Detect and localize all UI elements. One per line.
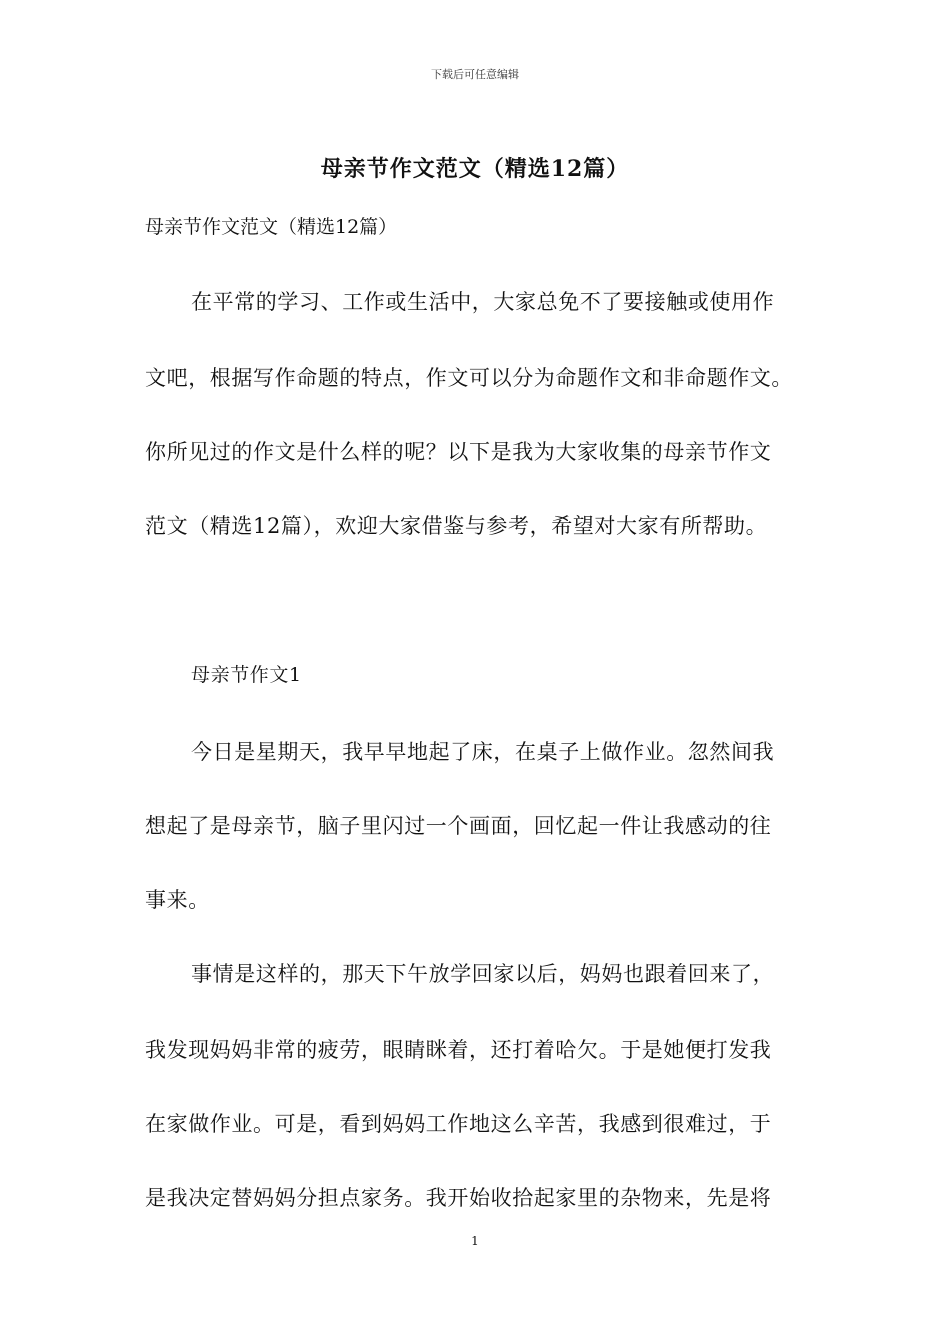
document-subtitle: 母亲节作文范文（精选12篇） (145, 216, 398, 238)
intro-line: 文吧，根据写作命题的特点，作文可以分为命题作文和非命题作文。 (145, 366, 793, 390)
intro-line: 范文（精选12篇），欢迎大家借鉴与参考，希望对大家有所帮助。 (145, 514, 768, 538)
paragraph-line: 我发现妈妈非常的疲劳，眼睛眯着，还打着哈欠。于是她便打发我 (145, 1038, 772, 1062)
paragraph-line: 今日是星期天，我早早地起了床，在桌子上做作业。忽然间我 (191, 740, 775, 764)
section-heading: 母亲节作文1 (191, 664, 302, 686)
paragraph-line: 在家做作业。可是，看到妈妈工作地这么辛苦，我感到很难过，于 (145, 1112, 772, 1136)
document-title: 母亲节作文范文（精选12篇） (320, 156, 630, 182)
header-note: 下载后可任意编辑 (431, 68, 519, 81)
paragraph-line: 事来。 (145, 888, 210, 912)
paragraph-line: 是我决定替妈妈分担点家务。我开始收拾起家里的杂物来，先是将 (145, 1186, 772, 1210)
intro-line: 在平常的学习、工作或生活中，大家总免不了要接触或使用作 (191, 290, 775, 314)
paragraph-line: 想起了是母亲节，脑子里闪过一个画面，回忆起一件让我感动的往 (145, 814, 772, 838)
paragraph-line: 事情是这样的，那天下午放学回家以后，妈妈也跟着回来了， (191, 962, 775, 986)
page-number: 1 (471, 1234, 479, 1248)
intro-line: 你所见过的作文是什么样的呢？以下是我为大家收集的母亲节作文 (145, 440, 772, 464)
